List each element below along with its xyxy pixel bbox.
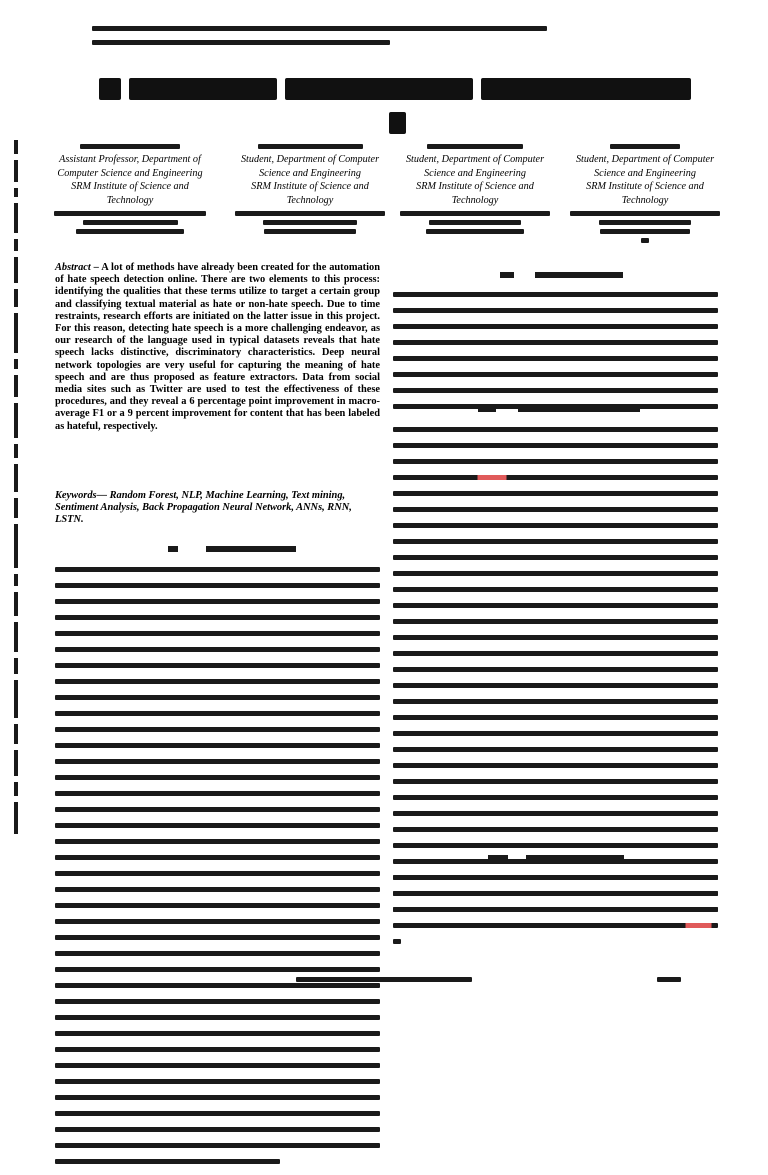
section-heading-3 <box>478 406 643 418</box>
author-affiliation: Student, Department of Computer <box>405 154 545 165</box>
footer-identifier <box>296 977 472 982</box>
author-affiliation: SRM Institute of Science and <box>71 181 189 192</box>
page-number <box>657 977 681 982</box>
author-affiliation: SRM Institute of Science and <box>586 181 704 192</box>
author-affiliation: Computer Science and Engineering <box>57 167 203 179</box>
abstract-text: A lot of methods have already been created for the automation of hate speech detection online. There are two elements to this process: identifying the qualities that these terms utilize to target a certain group and classifying textual material as hate or non-hate speech. Due to time restraints, research efforts are initiated on the latter issue in this project. For this reason, detecting hate speech is a more challenging endeavor, as our research of the language used in typical datasets reveals that hate speech lacks distinctive, discriminatory characteristics. Deep neural network topologies are very useful for capturing the meaning of hate speech and are thus proposed as feature extractors. Data from social media sites such as Twitter are used to test the effectiveness of these procedures, and they reveal a 6 percentage point improvement in macro-average F1 or a 9 percent improvement for content that has been labeled as hateful, respectively. <box>55 262 380 432</box>
author-block-2 <box>225 140 395 238</box>
author-affiliation: Technology <box>451 194 499 206</box>
author-affiliation: Technology <box>106 194 154 206</box>
author-affiliation: SRM Institute of Science and <box>251 181 369 192</box>
paper-title <box>95 78 695 105</box>
keywords-text: Random Forest, NLP, Machine Learning, Text mining, Sentiment Analysis, Back Propagation Neural Network, ANNs, RNN, LSTN. <box>55 490 352 526</box>
author-affiliation: Student, Department of Computer <box>575 154 715 165</box>
author-block-1 <box>40 140 220 238</box>
abstract-label: Abstract <box>55 262 91 273</box>
right-column-body-1 <box>393 292 718 420</box>
paper-title-line2 <box>385 112 410 139</box>
author-affiliation: Science and Engineering <box>259 167 361 179</box>
keywords-label: Keywords— <box>55 490 107 501</box>
author-affiliation: Technology <box>621 194 669 206</box>
left-column-body <box>55 567 380 1175</box>
abstract <box>55 262 380 433</box>
section-heading-introduction <box>168 546 308 558</box>
author-affiliation: SRM Institute of Science and <box>416 181 534 192</box>
header-notice <box>92 26 547 45</box>
section-heading-2 <box>500 272 630 284</box>
author-block-3 <box>390 140 560 238</box>
author-affiliation: Science and Engineering <box>594 167 696 179</box>
section-heading-4 <box>488 855 633 867</box>
right-column-body-3 <box>393 875 718 923</box>
author-affiliation: Assistant Professor, Department of <box>59 154 201 165</box>
author-affiliation: Technology <box>286 194 334 206</box>
abstract-dash: – <box>90 262 102 273</box>
author-block-4 <box>560 140 730 247</box>
margin-strip <box>14 140 22 880</box>
author-affiliation: Science and Engineering <box>424 167 526 179</box>
keywords <box>55 490 380 527</box>
author-affiliation: Student, Department of Computer <box>240 154 380 165</box>
